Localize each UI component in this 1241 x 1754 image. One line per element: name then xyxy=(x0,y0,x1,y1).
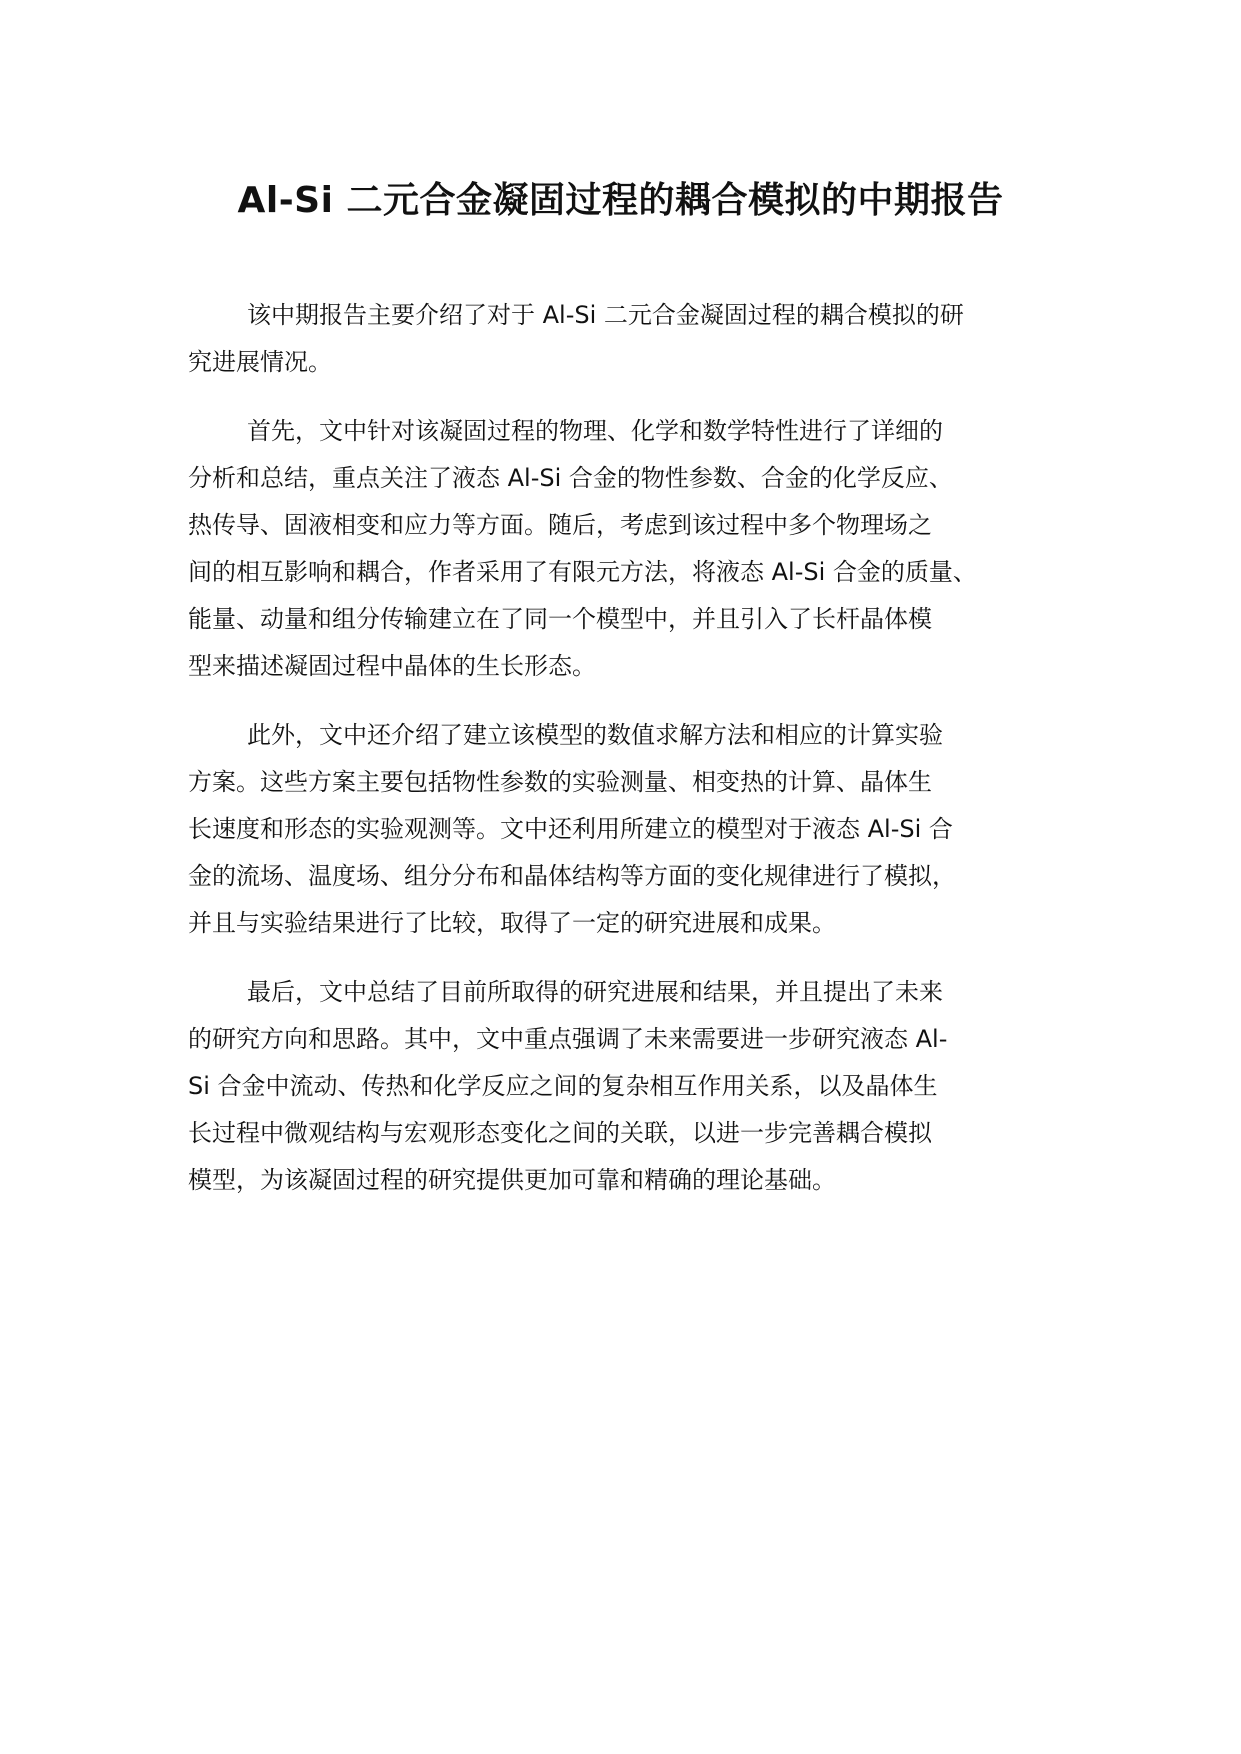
paragraph-3 xyxy=(188,712,1088,947)
paragraph-line: 的研究方向和思路。其中，文中重点强调了未来需要进一步研究液态 Al- xyxy=(188,1025,948,1053)
paragraph-line: 长速度和形态的实验观测等。文中还利用所建立的模型对于液态 Al-Si 合 xyxy=(188,815,953,843)
paragraph-line: 模型，为该凝固过程的研究提供更加可靠和精确的理论基础。 xyxy=(188,1166,836,1194)
paragraph-2 xyxy=(188,408,1088,690)
paragraph-line: 该中期报告主要介绍了对于 Al-Si 二元合金凝固过程的耦合模拟的研 xyxy=(247,301,964,329)
paragraph-line: 热传导、固液相变和应力等方面。随后，考虑到该过程中多个物理场之 xyxy=(188,511,932,539)
paragraph-line: Si 合金中流动、传热和化学反应之间的复杂相互作用关系，以及晶体生 xyxy=(188,1072,938,1100)
paragraph-line: 此外，文中还介绍了建立该模型的数值求解方法和相应的计算实验 xyxy=(247,721,943,749)
paragraph-line: 方案。这些方案主要包括物性参数的实验测量、相变热的计算、晶体生 xyxy=(188,768,932,796)
paragraph-line: 间的相互影响和耦合，作者采用了有限元方法，将液态 Al-Si 合金的质量、 xyxy=(188,558,977,586)
paragraph-line: 最后，文中总结了目前所取得的研究进展和结果，并且提出了未来 xyxy=(247,978,943,1006)
paragraph-line: 究进展情况。 xyxy=(188,348,332,376)
paragraph-1 xyxy=(188,292,1088,386)
paragraph-line: 首先，文中针对该凝固过程的物理、化学和数学特性进行了详细的 xyxy=(247,417,943,445)
paragraph-line: 金的流场、温度场、组分分布和晶体结构等方面的变化规律进行了模拟， xyxy=(188,862,956,890)
paragraph-4 xyxy=(188,969,1088,1204)
paragraph-line: 能量、动量和组分传输建立在了同一个模型中，并且引入了长杆晶体模 xyxy=(188,605,932,633)
document-body xyxy=(188,292,1088,1226)
paragraph-line: 长过程中微观结构与宏观形态变化之间的关联，以进一步完善耦合模拟 xyxy=(188,1119,932,1147)
paragraph-line: 并且与实验结果进行了比较，取得了一定的研究进展和成果。 xyxy=(188,909,836,937)
document-title: Al-Si 二元合金凝固过程的耦合模拟的中期报告 xyxy=(237,180,1004,221)
paragraph-line: 型来描述凝固过程中晶体的生长形态。 xyxy=(188,652,596,680)
paragraph-line: 分析和总结，重点关注了液态 Al-Si 合金的物性参数、合金的化学反应、 xyxy=(188,464,953,492)
